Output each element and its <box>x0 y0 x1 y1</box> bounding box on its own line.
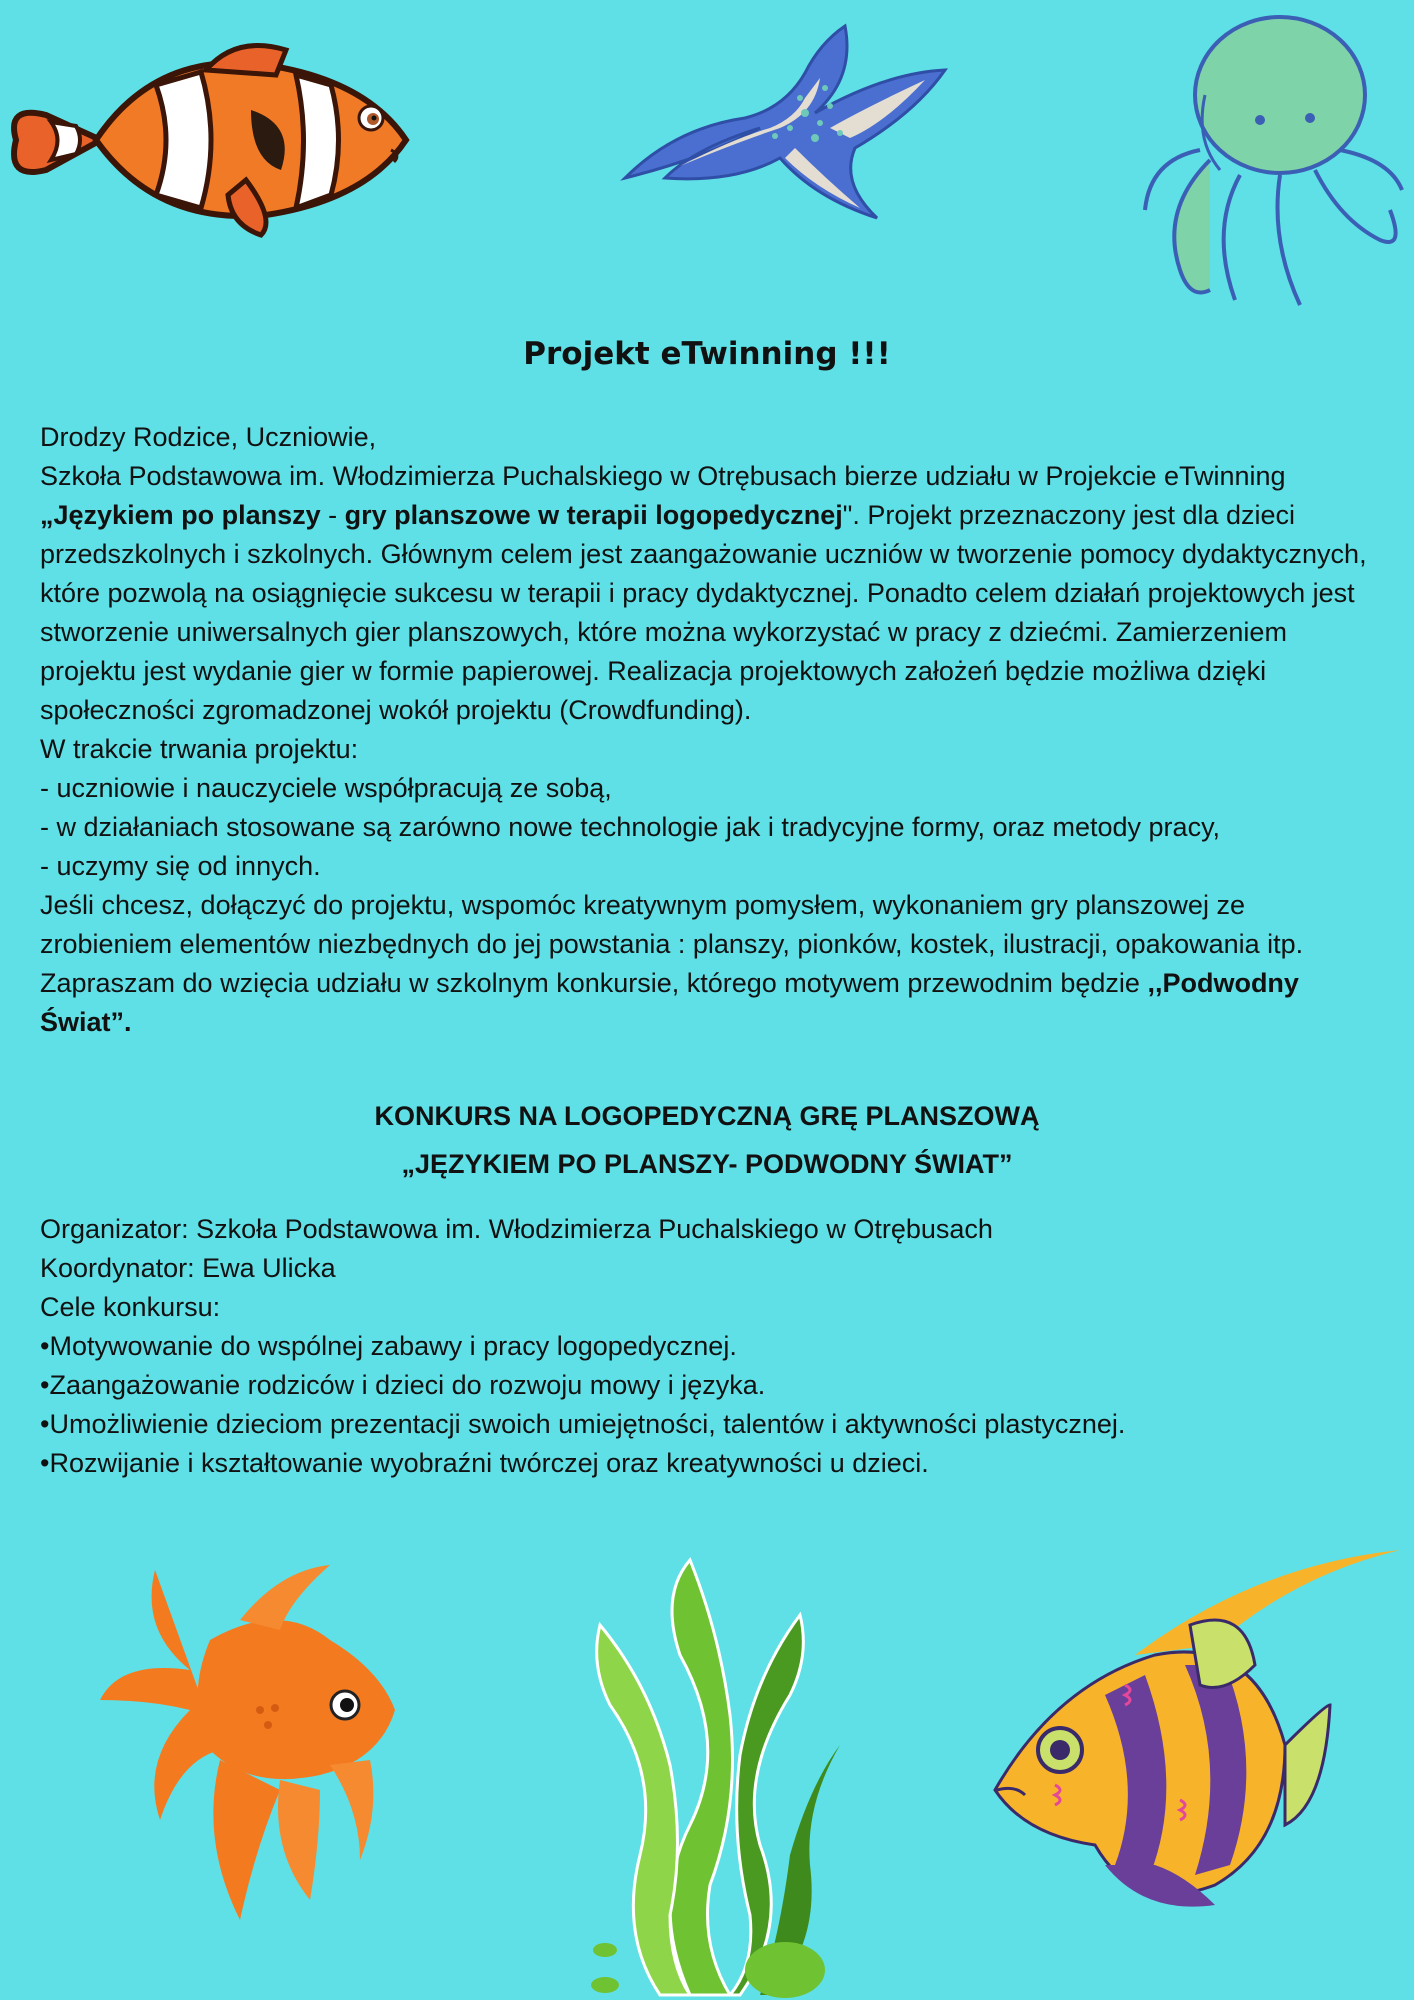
project-name-dash: - <box>320 500 345 530</box>
invite-paragraph <box>40 886 1380 1042</box>
clownfish-icon <box>6 30 416 245</box>
coordinator: Koordynator: Ewa Ulicka <box>40 1253 336 1283</box>
angelfish-icon <box>985 1545 1400 1915</box>
intro-text-end: ". Projekt przeznaczony jest dla dzieci przedszkolnych i szkolnych. Głównym celem jest zaangażowanie uczniów w tworzenie pomocy dydaktycznych, które pozwolą na osiągnięcie sukcesu w terapii i pracy dydaktycznej. Ponadto celem działań projektowych jest stworzenie uniwersalnych gier planszowych, które można wykorzystać w pracy z dziećmi. Zamierzeniem projektu jest wydanie gier w formie papierowej. Realizacja projektowych założeń będzie możliwa dzięki społeczności zgromadzonej wokół projektu (Crowdfunding). <box>40 500 1367 725</box>
goals-heading: Cele konkursu: <box>40 1292 221 1322</box>
project-name: „Językiem po planszy <box>40 500 321 530</box>
contest-theme: ,,Podwodny Świat”. <box>40 968 1299 1037</box>
goals-list <box>40 1327 1380 1483</box>
list-item: • Rozwijanie i kształtowanie wyobraźni twórczej oraz kreatywności u dzieci. <box>40 1444 1380 1483</box>
intro-text-start: Szkoła Podstawowa im. Włodzimierza Puchalskiego w Otrębusach bierze udziału w Projekcie eTwinning <box>40 461 1286 491</box>
contest-info <box>40 1210 1380 1483</box>
goldfish-icon <box>80 1560 420 1935</box>
starfish-icon <box>615 18 950 258</box>
invite-text: Jeśli chcesz, dołączyć do projektu, wspomóc kreatywnym pomysłem, wykonaniem gry planszowej ze zrobieniem elementów niezbędnych do jej powstania : planszy, pionków, kostek, ilustracji, opakowania itp. Zapraszam do wzięcia udziału w szkolnym konkursie, którego motywem przewodnim będzie <box>40 890 1304 998</box>
list-item: • Zaangażowanie rodziców i dzieci do rozwoju mowy i języka. <box>40 1366 1380 1405</box>
octopus-icon <box>1140 10 1410 315</box>
contest-heading <box>0 1092 1414 1188</box>
organizer: Organizator: Szkoła Podstawowa im. Włodzimierza Puchalskiego w Otrębusach <box>40 1214 993 1244</box>
list-item: - uczniowie i nauczyciele współpracują ze sobą, <box>40 773 612 803</box>
list-item: - w działaniach stosowane są zarówno nowe technologie jak i tradycyjne formy, oraz metody pracy, <box>40 812 1221 842</box>
intro-paragraph <box>40 457 1380 730</box>
during-heading: W trakcie trwania projektu: <box>40 734 359 764</box>
list-item: - uczymy się od innych. <box>40 851 321 881</box>
project-subtitle: gry planszowe w terapii logopedycznej <box>344 500 843 530</box>
contest-heading-line-1: KONKURS NA LOGOPEDYCZNĄ GRĘ PLANSZOWĄ <box>374 1101 1040 1131</box>
intro-section <box>40 418 1380 1042</box>
list-item: • Motywowanie do wspólnej zabawy i pracy logopedycznej. <box>40 1327 1380 1366</box>
page-title: Projekt eTwinning !!! <box>523 336 891 372</box>
seaweed-icon <box>560 1555 860 2000</box>
list-item: • Umożliwienie dzieciom prezentacji swoich umiejętności, talentów i aktywności plastycznej. <box>40 1405 1380 1444</box>
contest-heading-line-2: „JĘZYKIEM PO PLANSZY- PODWODNY ŚWIAT” <box>401 1149 1013 1179</box>
greeting: Drodzy Rodzice, Uczniowie, <box>40 422 377 452</box>
